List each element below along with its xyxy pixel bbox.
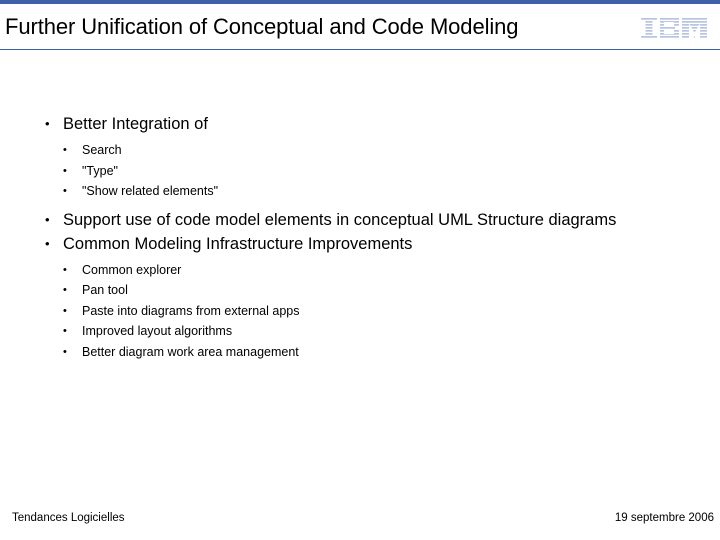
list-item: • Pan tool: [45, 280, 705, 301]
list-item: • Search: [45, 140, 705, 161]
slide-title: Further Unification of Conceptual and Code Modeling: [5, 14, 519, 39]
footer-presentation-name: Tendances Logicielles: [12, 512, 125, 524]
bullet-integration: • Better Integration of: [45, 112, 705, 136]
ibm-logo: [641, 15, 707, 41]
list-item: • Improved layout algorithms: [45, 321, 705, 342]
list-item: • Paste into diagrams from external apps: [45, 301, 705, 322]
top-accent-bar: [0, 0, 720, 4]
footer-date: 19 septembre 2006: [614, 512, 714, 524]
list-item: • Common explorer: [45, 260, 705, 281]
integration-sublist: [45, 140, 705, 202]
bullet-code-model: • Support use of code model elements in conceptual UML Structure diagrams: [45, 208, 705, 232]
list-item: • "Type": [45, 161, 705, 182]
infrastructure-sublist: [45, 260, 705, 363]
list-item: • "Show related elements": [45, 181, 705, 202]
slide-body: [45, 112, 705, 362]
bullet-infrastructure: • Common Modeling Infrastructure Improvements: [45, 232, 705, 256]
list-item: • Better diagram work area management: [45, 342, 705, 363]
title-divider: [0, 49, 720, 50]
